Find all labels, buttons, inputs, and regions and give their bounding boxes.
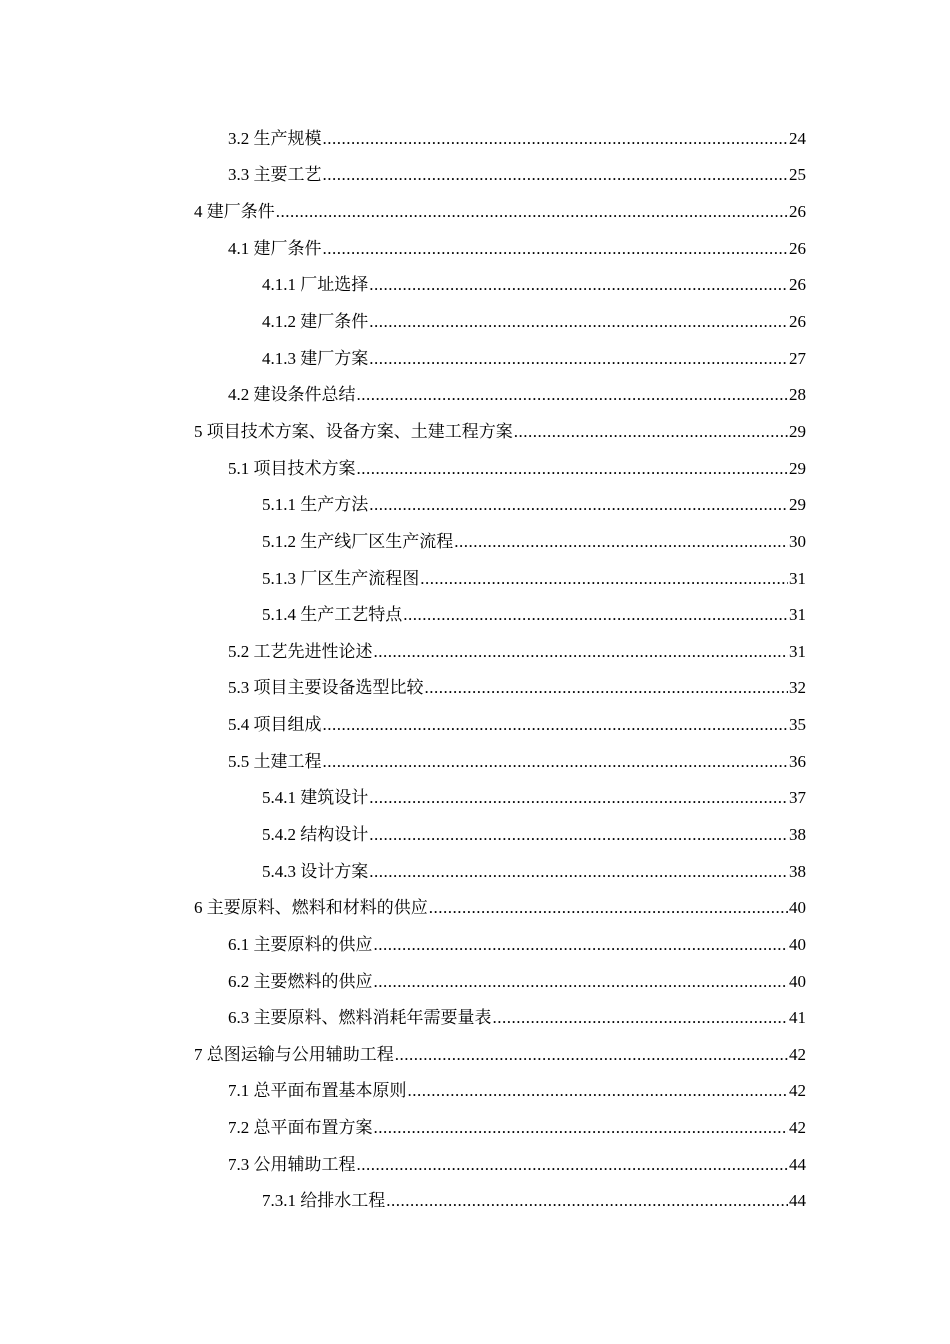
toc-entry-title: 5.4.2 结构设计: [262, 824, 369, 844]
toc-entry-page-number: 26: [789, 275, 806, 295]
toc-entry-title: 4.1 建厂条件: [228, 238, 322, 258]
toc-entry-page-number: 44: [789, 1154, 806, 1174]
toc-entry-title: 7.2 总平面布置方案: [228, 1118, 373, 1138]
toc-entry-title: 5.2 工艺先进性论述: [228, 641, 373, 661]
toc-entry-page-number: 26: [789, 238, 806, 258]
toc-entry-title: 7.3 公用辅助工程: [228, 1154, 356, 1174]
toc-entry-page-number: 24: [789, 128, 806, 148]
toc-entry[interactable]: [0, 484, 950, 521]
toc-dot-leader: [369, 862, 788, 882]
toc-entry-page-number: 25: [789, 165, 806, 185]
toc-entry-title: 5.1.4 生产工艺特点: [262, 605, 403, 625]
toc-entry-title: 5.3 项目主要设备选型比较: [228, 678, 424, 698]
toc-entry-page-number: 44: [789, 1191, 806, 1211]
toc-entry[interactable]: [0, 521, 950, 558]
toc-entry[interactable]: [0, 411, 950, 448]
toc-entry-title: 6.3 主要原料、燃料消耗年需要量表: [228, 1008, 492, 1028]
toc-entry-title: 4.2 建设条件总结: [228, 385, 356, 405]
toc-dot-leader: [386, 1191, 788, 1211]
toc-entry-title: 4 建厂条件: [194, 202, 275, 222]
toc-entry-title: 4.1.3 建厂方案: [262, 348, 369, 368]
toc-entry-title: 5.1 项目技术方案: [228, 458, 356, 478]
toc-dot-leader: [429, 898, 788, 918]
toc-dot-leader: [514, 422, 788, 442]
toc-entry-title: 7 总图运输与公用辅助工程: [194, 1044, 394, 1064]
toc-entry-page-number: 42: [789, 1044, 806, 1064]
toc-dot-leader: [374, 972, 789, 992]
toc-entry-page-number: 42: [789, 1118, 806, 1138]
toc-dot-leader: [369, 312, 788, 332]
toc-entry[interactable]: [0, 301, 950, 338]
toc-entry-page-number: 36: [789, 751, 806, 771]
toc-entry[interactable]: [0, 265, 950, 302]
toc-entry-title: 3.2 生产规模: [228, 128, 322, 148]
toc-entry[interactable]: [0, 594, 950, 631]
toc-entry-page-number: 29: [789, 458, 806, 478]
toc-dot-leader: [395, 1045, 788, 1065]
toc-dot-leader: [369, 275, 788, 295]
toc-entry[interactable]: [0, 741, 950, 778]
toc-entry-page-number: 27: [789, 348, 806, 368]
toc-dot-leader: [357, 1155, 789, 1175]
toc-dot-leader: [323, 715, 789, 735]
toc-entry[interactable]: [0, 887, 950, 924]
toc-entry-title: 3.3 主要工艺: [228, 165, 322, 185]
toc-entry-title: 5.1.3 厂区生产流程图: [262, 568, 420, 588]
toc-dot-leader: [369, 825, 788, 845]
toc-entry[interactable]: [0, 668, 950, 705]
toc-entry[interactable]: [0, 155, 950, 192]
toc-dot-leader: [493, 1008, 789, 1028]
toc-entry[interactable]: [0, 1107, 950, 1144]
toc-entry-title: 5.4.1 建筑设计: [262, 788, 369, 808]
toc-entry[interactable]: [0, 118, 950, 155]
toc-entry-page-number: 40: [789, 898, 806, 918]
toc-dot-leader: [276, 202, 788, 222]
toc-dot-leader: [374, 642, 789, 662]
toc-dot-leader: [420, 569, 788, 589]
toc-entry[interactable]: [0, 1071, 950, 1108]
toc-entry[interactable]: [0, 778, 950, 815]
toc-entry-page-number: 41: [789, 1008, 806, 1028]
toc-entry[interactable]: [0, 338, 950, 375]
toc-entry-page-number: 29: [789, 421, 806, 441]
toc-entry-page-number: 32: [789, 678, 806, 698]
toc-dot-leader: [374, 935, 789, 955]
toc-entry[interactable]: [0, 1034, 950, 1071]
toc-entry[interactable]: [0, 1181, 950, 1218]
toc-entry-page-number: 38: [789, 861, 806, 881]
toc-dot-leader: [425, 678, 789, 698]
toc-entry-page-number: 40: [789, 934, 806, 954]
toc-dot-leader: [369, 788, 788, 808]
toc-entry[interactable]: [0, 704, 950, 741]
toc-entry-title: 5.4 项目组成: [228, 715, 322, 735]
toc-entry[interactable]: [0, 814, 950, 851]
toc-dot-leader: [369, 349, 788, 369]
toc-entry-page-number: 37: [789, 788, 806, 808]
toc-entry[interactable]: [0, 1144, 950, 1181]
toc-entry-page-number: 29: [789, 495, 806, 515]
toc-entry-title: 7.1 总平面布置基本原则: [228, 1081, 407, 1101]
toc-dot-leader: [357, 385, 789, 405]
toc-dot-leader: [323, 165, 789, 185]
toc-dot-leader: [408, 1081, 789, 1101]
toc-entry[interactable]: [0, 997, 950, 1034]
toc-dot-leader: [357, 459, 789, 479]
toc-entry-page-number: 28: [789, 385, 806, 405]
toc-entry-page-number: 31: [789, 641, 806, 661]
toc-entry-title: 6.1 主要原料的供应: [228, 934, 373, 954]
toc-entry[interactable]: [0, 631, 950, 668]
toc-dot-leader: [374, 1118, 789, 1138]
toc-entry[interactable]: [0, 558, 950, 595]
toc-entry-page-number: 31: [789, 568, 806, 588]
toc-dot-leader: [323, 752, 789, 772]
toc-entry-title: 4.1.2 建厂条件: [262, 312, 369, 332]
toc-dot-leader: [454, 532, 788, 552]
toc-dot-leader: [403, 605, 788, 625]
toc-entry-title: 6 主要原料、燃料和材料的供应: [194, 898, 428, 918]
toc-entry-title: 5.1.2 生产线厂区生产流程: [262, 531, 454, 551]
toc-entry-title: 5 项目技术方案、设备方案、土建工程方案: [194, 421, 513, 441]
toc-entry-title: 6.2 主要燃料的供应: [228, 971, 373, 991]
toc-entry-page-number: 42: [789, 1081, 806, 1101]
toc-entry[interactable]: [0, 961, 950, 998]
table-of-contents: [0, 118, 950, 1217]
toc-dot-leader: [369, 495, 788, 515]
toc-entry-title: 4.1.1 厂址选择: [262, 275, 369, 295]
toc-entry-page-number: 26: [789, 202, 806, 222]
toc-dot-leader: [323, 239, 789, 259]
toc-entry-page-number: 30: [789, 531, 806, 551]
toc-entry[interactable]: [0, 191, 950, 228]
toc-entry-title: 5.5 土建工程: [228, 751, 322, 771]
toc-entry-page-number: 40: [789, 971, 806, 991]
toc-dot-leader: [323, 129, 789, 149]
toc-entry-page-number: 26: [789, 312, 806, 332]
toc-entry-page-number: 38: [789, 824, 806, 844]
toc-entry[interactable]: [0, 374, 950, 411]
toc-entry[interactable]: [0, 851, 950, 888]
toc-entry-title: 7.3.1 给排水工程: [262, 1191, 386, 1211]
toc-entry[interactable]: [0, 448, 950, 485]
toc-entry[interactable]: [0, 228, 950, 265]
toc-entry[interactable]: [0, 924, 950, 961]
toc-entry-title: 5.1.1 生产方法: [262, 495, 369, 515]
toc-entry-page-number: 31: [789, 605, 806, 625]
toc-entry-title: 5.4.3 设计方案: [262, 861, 369, 881]
toc-entry-page-number: 35: [789, 715, 806, 735]
